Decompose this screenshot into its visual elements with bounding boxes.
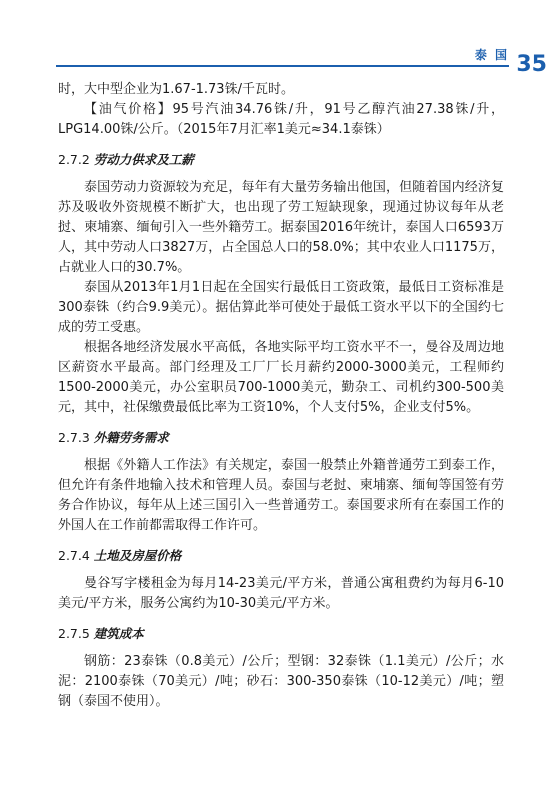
section-number: 2.7.3 [58, 430, 90, 445]
section-heading [58, 624, 504, 644]
section-number: 2.7.4 [58, 548, 90, 563]
page-body [58, 80, 504, 712]
paragraph: 钢筋：23泰铢（0.8美元）/公斤；型钢：32泰铢（1.1美元）/公斤；水泥：2100泰铢（70美元）/吨；砂石：300-350泰铢（10-12美元）/吨；塑钢（泰国不使用）。 [58, 654, 504, 709]
section-title: 建筑成本 [93, 626, 144, 641]
paragraph: 曼谷写字楼租金为每月14-23美元/平方米，普通公寓租费约为每月6-10美元/平方米，服务公寓约为10-30美元/平方米。 [58, 576, 504, 611]
page-number: 35 [516, 52, 547, 77]
paragraph: 泰国从2013年1月1日起在全国实行最低日工资政策，最低日工资标准是300泰铢（约合9.9美元）。据估算此举可使处于最低工资水平以下的全国约七成的劳工受惠。 [58, 280, 504, 335]
paragraph: 根据《外籍人工作法》有关规定，泰国一般禁止外籍普通劳工到泰工作，但允许有条件地输入技术和管理人员。泰国与老挝、柬埔寨、缅甸等国签有劳务合作协议，每年从上述三国引入一些普通劳工。泰国要求所有在泰国工作的外国人在工作前都需取得工作许可。 [58, 458, 504, 533]
section-title: 劳动力供求及工薪 [93, 152, 194, 167]
section-heading [58, 428, 504, 448]
header-rule [56, 65, 509, 67]
intro-line-1: 时，大中型企业为1.67-1.73铢/千瓦时。 [58, 82, 294, 97]
section-heading [58, 546, 504, 566]
paragraph: 根据各地经济发展水平高低，各地实际平均工资水平不一，曼谷及周边地区薪资水平最高。部门经理及工厂厂长月薪约2000-3000美元，工程师约1500-2000美元，办公室职员700-1000美元，勤杂工、司机约300-500美元，其中，社保缴费最低比率为工资10%，个人支付5%，企业支付5%。 [58, 340, 504, 415]
section-title: 外籍劳务需求 [93, 430, 169, 445]
section-title: 土地及房屋价格 [93, 548, 182, 563]
section-number: 2.7.5 [58, 626, 90, 641]
paragraph: 泰国劳动力资源较为充足，每年有大量劳务输出他国，但随着国内经济复苏及吸收外资规模不断扩大，也出现了劳工短缺现象，现通过协议每年从老挝、柬埔寨、缅甸引入一些外籍劳工。据泰国2016年统计，泰国人口6593万人，其中劳动人口3827万，占全国总人口的58.0%；其中农业人口1175万，占就业人口的30.7%。 [58, 180, 504, 275]
intro-line-2: 【油气价格】95号汽油34.76铢/升，91号乙醇汽油27.38铢/升，LPG14.00铢/公斤。（2015年7月汇率1美元≈34.1泰铢） [58, 102, 504, 137]
header-country: 泰 国 [474, 48, 509, 62]
section-number: 2.7.2 [58, 152, 90, 167]
section-heading [58, 150, 504, 170]
